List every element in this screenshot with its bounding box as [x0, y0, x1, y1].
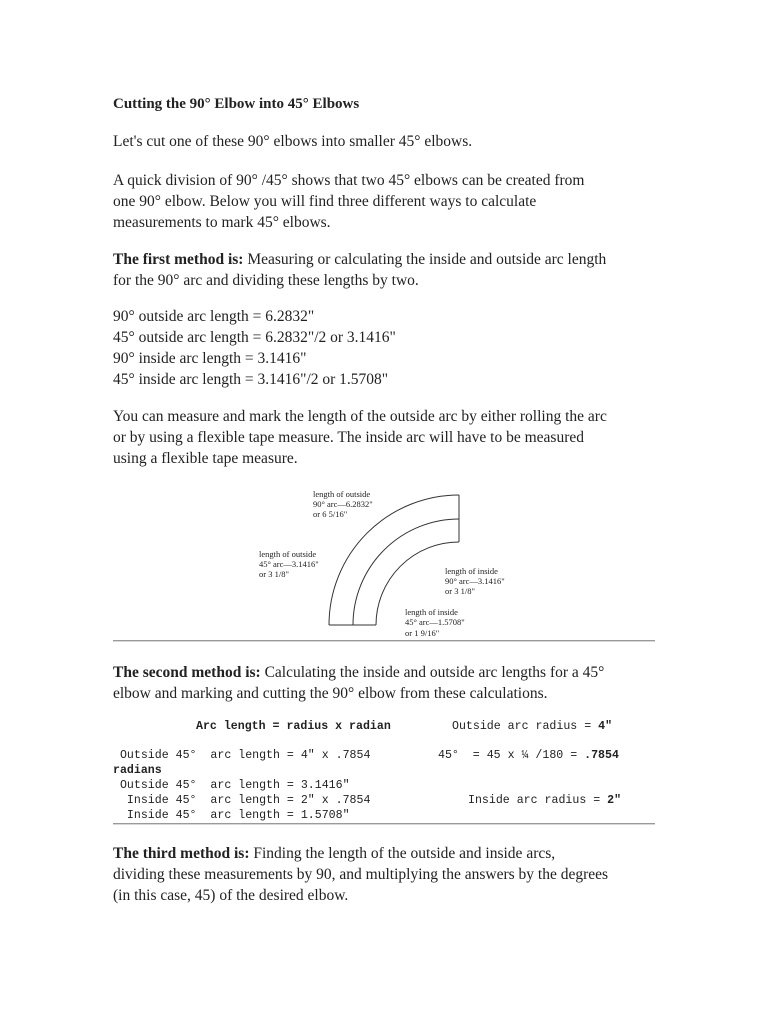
radian-value: .7854 — [584, 749, 619, 762]
radian-expression: 45° = 45 x ¼ /180 = — [438, 749, 585, 762]
intro-paragraph: Let's cut one of these 90° elbows into smaller 45° elbows. — [113, 133, 473, 150]
division-paragraph — [113, 170, 673, 233]
formula-text: Arc length = radius x radian — [196, 720, 391, 733]
outer45-label-1: length of outside — [259, 549, 317, 559]
first-method-text-2: for the 90° arc and dividing these lengths by two. — [113, 272, 419, 289]
measurement-line: 90° outside arc length = 6.2832" — [113, 308, 315, 325]
calc-row: Inside 45° arc length = 2" x .7854 — [113, 794, 371, 807]
second-method-paragraph — [113, 662, 673, 704]
section-divider — [113, 823, 655, 825]
first-method-paragraph — [113, 249, 673, 291]
second-method-label: The second method is: — [113, 664, 261, 681]
first-method-text-1: Measuring or calculating the inside and outside arc length — [243, 251, 607, 268]
inside-radius — [468, 793, 621, 808]
inner90-label-1: length of inside — [445, 566, 498, 576]
inner45-label-3: or 1 9/16" — [405, 628, 440, 638]
outer45-label-2: 45° arc—3.1416" — [259, 559, 319, 569]
measurement-line: 90° inside arc length = 3.1416" — [113, 350, 307, 367]
measurement-line: 45° outside arc length = 6.2832"/2 or 3.1416" — [113, 329, 396, 346]
second-method-text-2: elbow and marking and cutting the 90° elbow from these calculations. — [113, 685, 548, 702]
calc-row: Outside 45° arc length = 3.1416" — [113, 779, 350, 792]
outer90-label-3: or 6 5/16" — [313, 509, 348, 519]
division-line-3: measurements to mark 45° elbows. — [113, 214, 331, 231]
measurement-line: 45° inside arc length = 3.1416"/2 or 1.5708" — [113, 371, 389, 388]
section-divider — [113, 640, 655, 642]
measure-note-line-3: using a flexible tape measure. — [113, 450, 298, 467]
inside-radius-label: Inside arc radius = — [468, 794, 608, 807]
inner90-label-3: or 3 1/8" — [445, 586, 475, 596]
inside-radius-value: 2" — [607, 794, 622, 807]
elbow-arc-diagram — [250, 486, 530, 641]
outer45-label-3: or 3 1/8" — [259, 569, 289, 579]
outside-radius-value: 4" — [598, 720, 613, 733]
third-method-paragraph — [113, 843, 673, 906]
outer90-label-1: length of outside — [313, 489, 371, 499]
third-method-label: The third method is: — [113, 845, 250, 862]
calc-row: Inside 45° arc length = 1.5708" — [113, 809, 350, 822]
measure-note-line-2: or by using a flexible tape measure. The inside arc will have to be measured — [113, 429, 585, 446]
inner45-label-1: length of inside — [405, 607, 458, 617]
outer-arc — [329, 495, 459, 625]
calc-row: Outside 45° arc length = 4" x .7854 — [113, 749, 371, 762]
page-title: Cutting the 90° Elbow into 45° Elbows — [113, 96, 360, 112]
measure-note-paragraph — [113, 406, 673, 469]
outside-radius-label: Outside arc radius = — [452, 720, 599, 733]
radian-calc — [438, 748, 619, 763]
measure-note-line-1: You can measure and mark the length of the outside arc by either rolling the arc — [113, 408, 607, 425]
inner45-label-2: 45° arc—1.5708" — [405, 617, 465, 627]
division-line-1: A quick division of 90° /45° shows that two 45° elbows can be created from — [113, 172, 585, 189]
inner90-label-2: 90° arc—3.1416" — [445, 576, 505, 586]
outside-radius — [452, 719, 612, 734]
measurement-list — [113, 306, 673, 390]
second-method-text-1: Calculating the inside and outside arc lengths for a 45° — [260, 664, 605, 681]
third-method-text-3: (in this case, 45) of the desired elbow. — [113, 887, 349, 904]
first-method-label: The first method is: — [113, 251, 244, 268]
radians-label: radians — [113, 764, 162, 777]
division-line-2: one 90° elbow. Below you will find three different ways to calculate — [113, 193, 537, 210]
third-method-text-2: dividing these measurements by 90, and multiplying the answers by the degrees — [113, 866, 609, 883]
third-method-text-1: Finding the length of the outside and inside arcs, — [249, 845, 556, 862]
outer90-label-2: 90° arc—6.2832" — [313, 499, 373, 509]
